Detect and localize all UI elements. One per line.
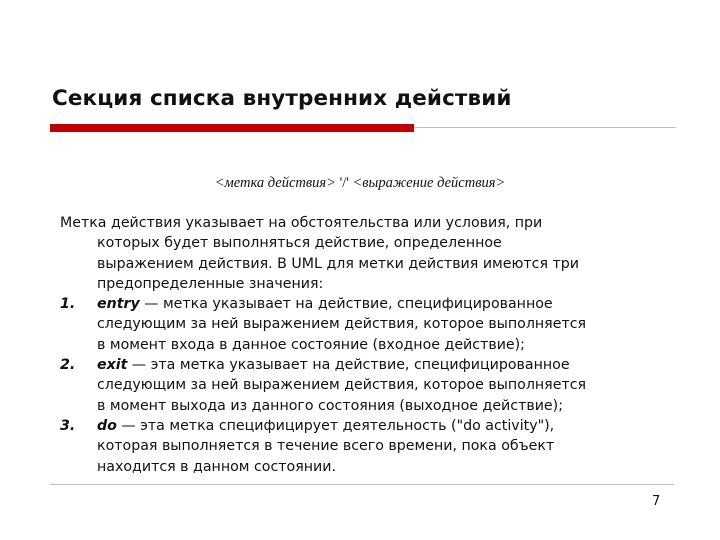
title-underline-accent [50, 124, 414, 132]
list-item-first-line [60, 416, 680, 436]
title-underline-rule [414, 127, 676, 128]
intro-line: предопределенные значения: [97, 275, 324, 292]
list-item-exit [60, 355, 680, 416]
slide-title: Секция списка внутренних действий [52, 86, 512, 111]
list-item-first-line [60, 294, 680, 314]
list-item-line: следующим за ней выражением действия, которое выполняется [97, 316, 587, 333]
list-item-line: в момент выхода из данного состояния (выходное действие); [97, 397, 563, 414]
intro-line: Метка действия указывает на обстоятельства или условия, при [60, 215, 543, 231]
intro-line: выражением действия. В UML для метки действия имеются три [97, 255, 580, 272]
list-item-text: — эта метка указывает на действие, специфицированное [127, 357, 570, 374]
slide-body [60, 213, 680, 477]
list-item-number: 1. [60, 296, 76, 313]
list-item-number: 3. [60, 417, 76, 434]
list-item-do [60, 416, 680, 477]
keyword-exit: exit [97, 357, 128, 374]
list-item-line: в момент входа в данное состояние (входное действие); [97, 336, 525, 353]
syntax-action-label: <метка действия> [214, 175, 336, 191]
footer-rule [50, 484, 674, 485]
list-item-line: находится в данном состоянии. [97, 458, 336, 475]
page-number: 7 [652, 494, 661, 509]
list-item-text: — метка указывает на действие, специфицированное [139, 296, 553, 313]
syntax-separator: '/' [335, 175, 353, 191]
list-item-number: 2. [60, 357, 76, 374]
list-item-line: которая выполняется в течение всего времени, пока объект [97, 438, 555, 455]
intro-line: которых будет выполняться действие, определенное [97, 235, 502, 252]
syntax-line [0, 175, 720, 192]
intro-paragraph [60, 213, 680, 294]
syntax-action-expression: <выражение действия> [352, 175, 506, 191]
keyword-do: do [97, 417, 117, 434]
list-item-line: следующим за ней выражением действия, которое выполняется [97, 377, 587, 394]
list-item-text: — эта метка специфицирует деятельность ("do activity"), [116, 417, 555, 434]
keyword-entry: entry [97, 296, 140, 313]
list-item-entry [60, 294, 680, 355]
list-item-first-line [60, 355, 680, 375]
